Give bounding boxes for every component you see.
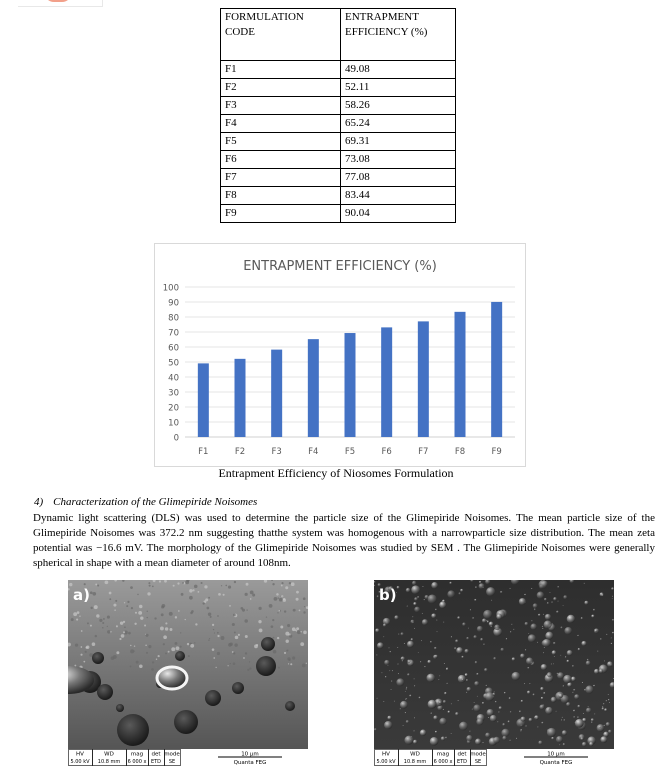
sem-brand: Quanta FEG xyxy=(539,760,573,766)
sem-image-a-svg xyxy=(68,580,308,766)
bar-f5 xyxy=(345,333,356,437)
y-tick-label: 0 xyxy=(173,433,179,444)
sem-info-value: ETD xyxy=(150,759,162,765)
bar-f6 xyxy=(381,327,392,437)
section-heading xyxy=(34,496,257,508)
bar-f9 xyxy=(491,302,502,437)
sem-info-value: 10.8 mm xyxy=(403,759,427,765)
y-tick-label: 100 xyxy=(162,283,179,294)
bar-f7 xyxy=(418,321,429,437)
sem-info-header: det xyxy=(457,751,467,758)
chart-title: ENTRAPMENT EFFICIENCY (%) xyxy=(243,259,437,274)
x-tick-label: F2 xyxy=(234,447,246,457)
table-header-efficiency: ENTRAPMENT EFFICIENCY (%) xyxy=(341,9,456,61)
sem-info-bar xyxy=(374,749,614,766)
table-row xyxy=(221,79,456,97)
y-tick-label: 90 xyxy=(168,298,179,309)
sem-info-header: det xyxy=(151,751,161,758)
efficiency-value-cell: 58.26 xyxy=(341,97,456,115)
efficiency-value-cell: 69.31 xyxy=(341,133,456,151)
sem-info-value: SE xyxy=(474,759,482,765)
efficiency-value-cell: 77.08 xyxy=(341,169,456,187)
table-row xyxy=(221,151,456,169)
sem-info-value: 6 000 x xyxy=(127,759,147,765)
journal-logo-fragment xyxy=(18,0,103,7)
formulation-code-cell: F5 xyxy=(221,133,341,151)
bar-f2 xyxy=(235,359,246,437)
efficiency-value-cell: 52.11 xyxy=(341,79,456,97)
sem-info-header: HV xyxy=(382,751,390,758)
table-row xyxy=(221,187,456,205)
sem-info-value: 5.00 kV xyxy=(376,759,396,765)
y-tick-label: 50 xyxy=(168,358,179,369)
sem-info-value: SE xyxy=(168,759,176,765)
table-row xyxy=(221,133,456,151)
table-header-code: FORMULATION CODE xyxy=(221,9,341,61)
section-paragraph: Dynamic light scattering (DLS) was used to determine the particle size of the Glimepiride Noisomes. The mean particle size of the Glimepiride Noisomes was 372.2 nm suggesting thatthe system was homogenous with a narrowparticle size distribution. The mean zeta potential was −16.6 mV. The morphology of the Glimepiride Noisomes was studied by SEM . The Glimepiride Noisomes were generally spherical in shape with a mean diameter of around 108nm. xyxy=(33,512,655,569)
x-tick-label: F7 xyxy=(418,447,429,457)
formulation-code-cell: F2 xyxy=(221,79,341,97)
efficiency-value-cell: 73.08 xyxy=(341,151,456,169)
y-tick-label: 30 xyxy=(168,388,179,399)
y-tick-label: 40 xyxy=(168,373,179,384)
sem-image-a xyxy=(68,580,308,766)
efficiency-value-cell: 49.08 xyxy=(341,61,456,79)
sem-image-b-svg xyxy=(374,580,614,766)
formulation-code-cell: F7 xyxy=(221,169,341,187)
sem-scale-label: 10 µm xyxy=(547,751,565,758)
formulation-code-cell: F6 xyxy=(221,151,341,169)
x-tick-label: F4 xyxy=(308,447,319,457)
figure-caption: Entrapment Efficiency of Niosomes Formulation xyxy=(218,466,454,480)
panel-label: a) xyxy=(73,586,90,604)
entrapment-table xyxy=(220,8,456,223)
sem-brand: Quanta FEG xyxy=(233,760,267,766)
y-tick-label: 20 xyxy=(168,403,179,414)
sem-info-value: 6 000 x xyxy=(433,759,453,765)
table-row xyxy=(221,61,456,79)
x-tick-label: F5 xyxy=(344,447,356,457)
sem-info-header: HV xyxy=(76,751,84,758)
y-tick-label: 60 xyxy=(168,343,179,354)
bar-f3 xyxy=(271,350,282,437)
sem-info-value: 10.8 mm xyxy=(97,759,121,765)
entrapment-chart xyxy=(154,243,526,467)
table-header-row xyxy=(221,9,456,61)
section-title: Characterization of the Glimepiride Noisomes xyxy=(53,496,258,508)
x-tick-label: F8 xyxy=(454,447,466,457)
panel-label: b) xyxy=(379,586,397,604)
bar-f8 xyxy=(455,312,466,437)
table-row xyxy=(221,115,456,133)
sem-info-header: mag xyxy=(130,751,144,758)
chart-svg xyxy=(155,244,525,466)
sem-info-bar xyxy=(68,749,308,766)
formulation-code-cell: F3 xyxy=(221,97,341,115)
y-tick-label: 10 xyxy=(168,418,179,429)
sem-image-b xyxy=(374,580,614,766)
sem-info-header: mag xyxy=(436,751,450,758)
sem-info-header: mode xyxy=(470,751,486,758)
table-row xyxy=(221,97,456,115)
efficiency-value-cell: 83.44 xyxy=(341,187,456,205)
x-tick-label: F9 xyxy=(491,447,502,457)
sem-info-value: 5.00 kV xyxy=(70,759,90,765)
sem-info-header: WD xyxy=(104,751,114,758)
sem-info-header: WD xyxy=(410,751,420,758)
formulation-code-cell: F4 xyxy=(221,115,341,133)
bar-f4 xyxy=(308,339,319,437)
y-tick-label: 70 xyxy=(168,328,179,339)
x-tick-label: F1 xyxy=(198,447,209,457)
y-tick-label: 80 xyxy=(168,313,179,324)
efficiency-value-cell: 90.04 xyxy=(341,205,456,223)
x-tick-label: F6 xyxy=(381,447,392,457)
table-row xyxy=(221,205,456,223)
section-number: 4) xyxy=(34,496,44,508)
sem-scale-label: 10 µm xyxy=(241,751,259,758)
x-tick-label: F3 xyxy=(271,447,282,457)
formulation-code-cell: F1 xyxy=(221,61,341,79)
formulation-code-cell: F9 xyxy=(221,205,341,223)
sem-info-header: mode xyxy=(164,751,180,758)
efficiency-value-cell: 65.24 xyxy=(341,115,456,133)
bar-f1 xyxy=(198,363,209,437)
sem-info-value: ETD xyxy=(456,759,468,765)
table-row xyxy=(221,169,456,187)
formulation-code-cell: F8 xyxy=(221,187,341,205)
